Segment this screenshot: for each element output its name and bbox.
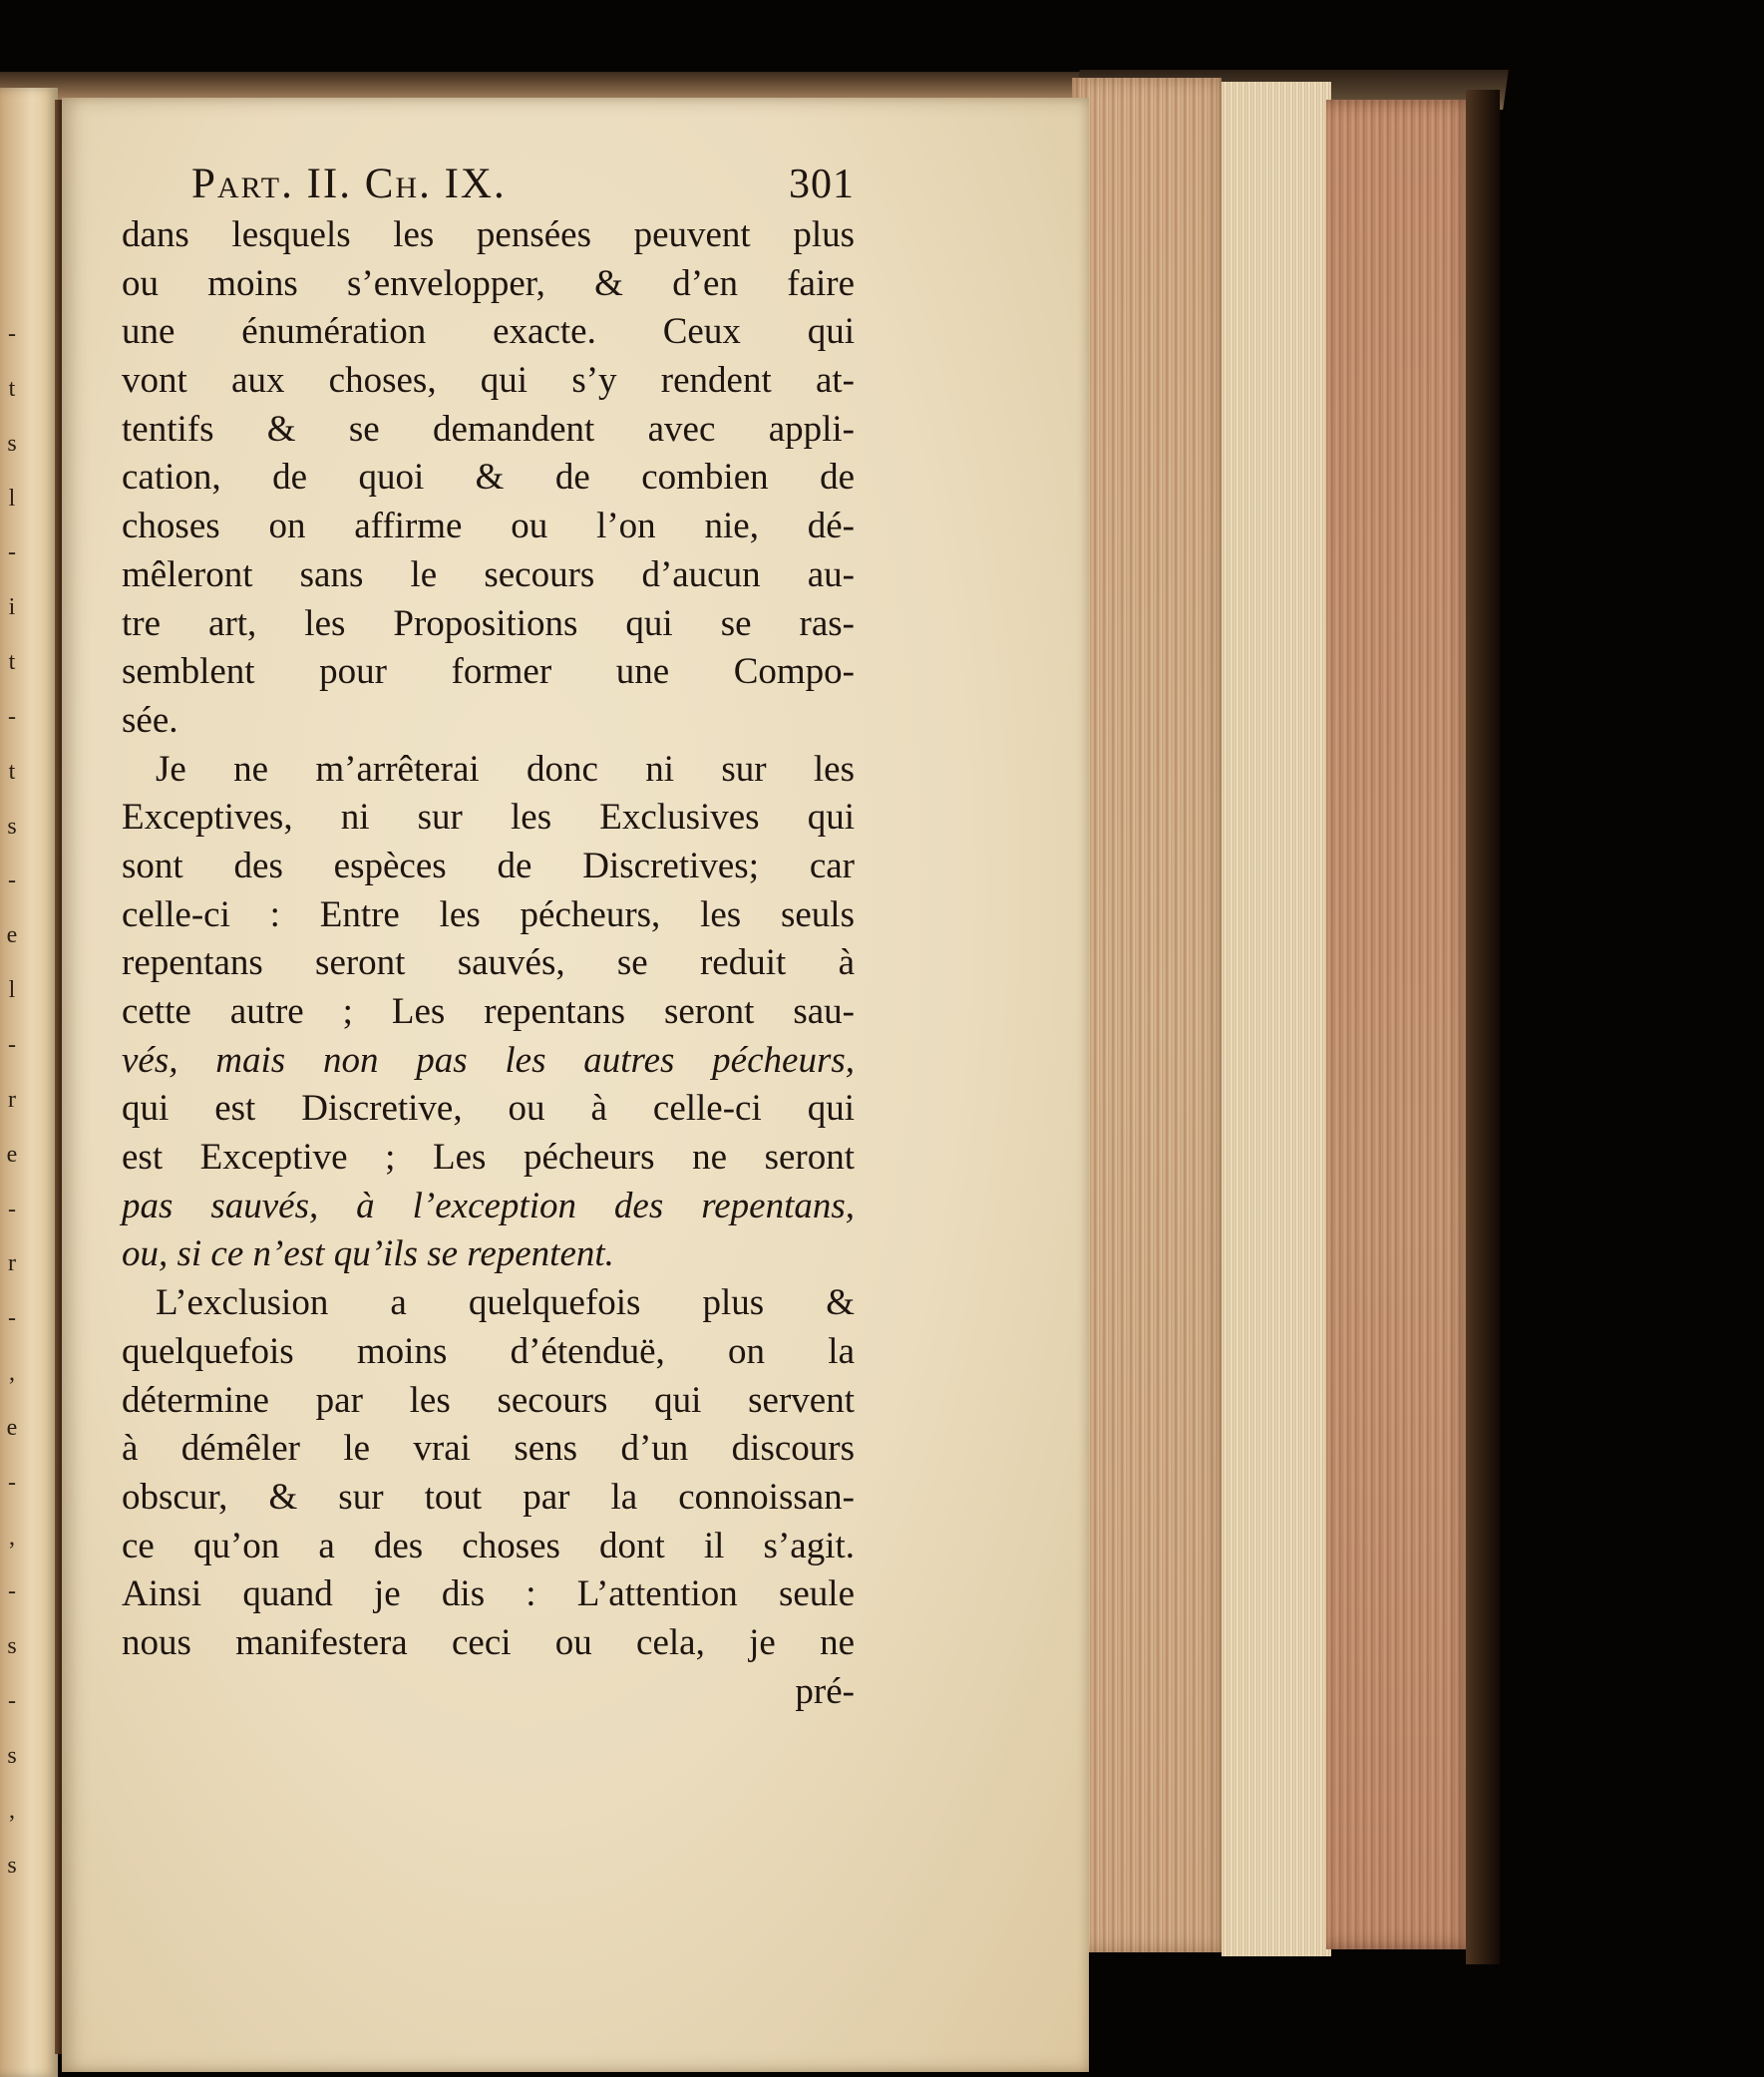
previous-page-letter: - (8, 539, 16, 566)
previous-page-letter: , (9, 1360, 15, 1387)
previous-page-letter: - (8, 867, 16, 894)
text-line: est Exceptive ; Les pécheurs ne seront (122, 1137, 855, 1179)
running-head-title: Part. II. Ch. IX. (191, 161, 507, 207)
previous-page-letter: i (8, 594, 16, 621)
text-line: cation, de quoi & de combien de (122, 457, 855, 499)
text-line: dans lesquels les pensées peuvent plus (122, 214, 855, 255)
text-line: sée. (122, 699, 178, 741)
text-line: ce qu’on a des choses dont il s’agit. (122, 1525, 855, 1566)
text-line: détermine par les secours qui servent (122, 1379, 855, 1421)
previous-page-letter: r (8, 1250, 16, 1277)
text-line: repentans seront sauvés, se reduit à (122, 942, 855, 984)
page-number: 301 (789, 162, 855, 207)
previous-page-letter: - (8, 1196, 16, 1222)
text-line: celle-ci : Entre les pécheurs, les seuls (122, 893, 855, 935)
previous-page-letter: - (8, 1469, 16, 1496)
text-line: nous manifestera ceci ou cela, je ne (122, 1621, 855, 1663)
previous-page-letter: - (8, 1031, 16, 1058)
previous-page-letters (4, 322, 20, 1878)
back-page-block (1326, 100, 1476, 1949)
text-line: semblent pour former une Compo- (122, 651, 855, 693)
previous-page-letter: - (8, 1305, 16, 1332)
text-line: ou moins s’envelopper, & d’en faire (122, 262, 855, 304)
page-block-edge-light (1222, 82, 1331, 1956)
body-text (122, 211, 855, 1668)
previous-page-letter: s (7, 1742, 17, 1769)
text-line: L’exclusion a quelquefois plus & (156, 1282, 855, 1324)
previous-page-letter: , (9, 1524, 15, 1551)
text-line: Exceptives, ni sur les Exclusives qui (122, 797, 855, 839)
text-line: choses on affirme ou l’on nie, dé- (122, 506, 855, 547)
text-line: cette autre ; Les repentans seront sau- (122, 991, 855, 1032)
page-text-block (122, 158, 855, 1716)
previous-page-letter: s (7, 1852, 17, 1879)
text-line: ou, si ce n’est qu’ils se repentent. (122, 1233, 614, 1275)
previous-page-letter: , (9, 1797, 15, 1824)
running-head (191, 158, 855, 211)
text-line: Je ne m’arrêterai donc ni sur les (156, 748, 855, 790)
text-line: vés, mais non pas les autres pécheurs, (122, 1039, 855, 1081)
back-cover-board (1466, 90, 1500, 1964)
text-line: vont aux choses, qui s’y rendent at- (122, 360, 855, 402)
text-line: tre art, les Propositions qui se ras- (122, 602, 855, 644)
previous-page-letter: s (7, 430, 17, 457)
previous-page-letter: e (6, 1141, 18, 1168)
text-line: sont des espèces de Discretives; car (122, 845, 855, 886)
text-line: quelquefois moins d’étenduë, on la (122, 1330, 855, 1372)
page-block-edge (1072, 78, 1222, 1952)
catchword: pré- (795, 1670, 855, 1712)
previous-page-letter: l (8, 977, 16, 1004)
text-line: pas sauvés, à l’exception des repentans, (122, 1185, 855, 1226)
previous-page-letter: t (8, 758, 16, 785)
previous-page-letter: - (8, 703, 16, 730)
previous-page-letter: e (6, 922, 18, 949)
previous-page-letter: e (6, 1414, 18, 1441)
previous-page-letter: - (8, 1688, 16, 1715)
previous-page-letter: t (8, 375, 16, 402)
book-page (62, 98, 1089, 2072)
previous-page-letter: - (8, 321, 16, 347)
previous-page-edge (0, 88, 58, 2077)
text-line: obscur, & sur tout par la connoissan- (122, 1476, 855, 1518)
text-line: qui est Discretive, ou à celle-ci qui (122, 1088, 855, 1130)
text-line: tentifs & se demandent avec appli- (122, 408, 855, 450)
text-line: mêleront sans le secours d’aucun au- (122, 553, 855, 595)
previous-page-letter: l (8, 485, 16, 512)
previous-page-letter: s (7, 1633, 17, 1660)
text-line: Ainsi quand je dis : L’attention seule (122, 1573, 855, 1615)
text-line: une énumération exacte. Ceux qui (122, 311, 855, 353)
previous-page-letter: r (8, 1086, 16, 1113)
previous-page-letter: - (8, 1578, 16, 1605)
text-line: à démêler le vrai sens d’un discours (122, 1428, 855, 1470)
previous-page-letter: t (8, 649, 16, 676)
previous-page-letter: s (7, 813, 17, 840)
